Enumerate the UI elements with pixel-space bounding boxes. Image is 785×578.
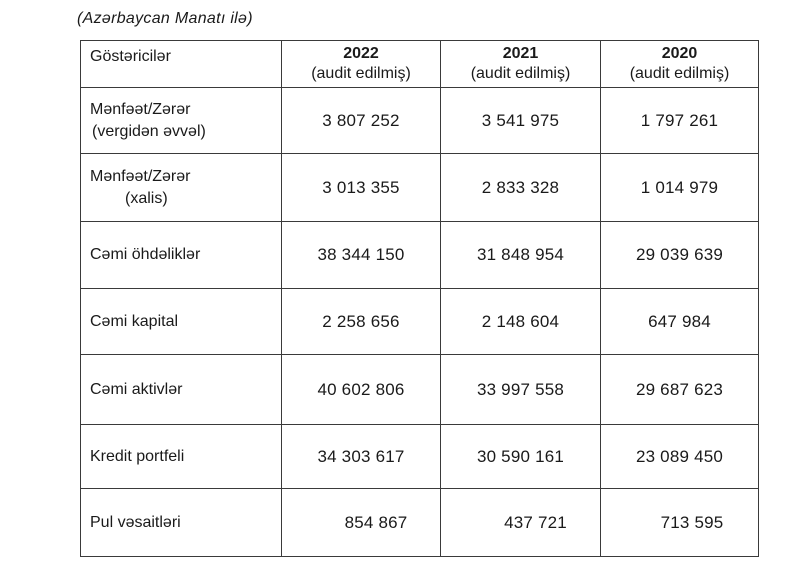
table-cell: 40 602 806 <box>282 355 441 425</box>
table-cell: 1 797 261 <box>601 88 759 154</box>
table-row <box>81 425 759 489</box>
header-year-2021 <box>441 41 601 88</box>
header-indicators-label: Göstəricilər <box>81 41 282 88</box>
header-audit-note: (audit edilmiş) <box>629 65 730 82</box>
row-label-line: Mənfəət/Zərər <box>90 167 191 185</box>
row-label-line: (vergidən əvvəl) <box>92 122 206 140</box>
header-year-2020 <box>601 41 759 88</box>
table-cell: 3 807 252 <box>282 88 441 154</box>
table-cell: 29 039 639 <box>601 222 759 289</box>
table-row <box>81 489 759 557</box>
row-label-line: Mənfəət/Zərər <box>90 100 191 118</box>
header-audit-note: (audit edilmiş) <box>311 65 411 82</box>
table-cell: 33 997 558 <box>441 355 601 425</box>
table-cell: 29 687 623 <box>601 355 759 425</box>
table-cell: 437 721 <box>441 489 601 557</box>
table-cell: 2 258 656 <box>282 289 441 355</box>
row-label-total-assets: Cəmi aktivlər <box>81 355 282 425</box>
table-cell: 647 984 <box>601 289 759 355</box>
table-caption: (Azərbaycan Manatı ilə) <box>77 10 253 27</box>
row-label-total-liabilities: Cəmi öhdəliklər <box>81 222 282 289</box>
row-label-net-profit <box>81 154 282 222</box>
row-label-line: (xalis) <box>125 189 168 207</box>
table-cell: 854 867 <box>282 489 441 557</box>
row-label-profit-before-tax <box>81 88 282 154</box>
table-header-row <box>81 41 759 88</box>
table-row <box>81 88 759 154</box>
header-year: 2022 <box>343 45 379 62</box>
table-cell: 38 344 150 <box>282 222 441 289</box>
table-row <box>81 355 759 425</box>
row-label-loan-portfolio: Kredit portfeli <box>81 425 282 489</box>
table-row <box>81 154 759 222</box>
table-cell: 23 089 450 <box>601 425 759 489</box>
table-row <box>81 222 759 289</box>
table-cell: 713 595 <box>601 489 759 557</box>
table-cell: 31 848 954 <box>441 222 601 289</box>
table-cell: 1 014 979 <box>601 154 759 222</box>
table-cell: 34 303 617 <box>282 425 441 489</box>
table-row <box>81 289 759 355</box>
row-label-cash: Pul vəsaitləri <box>81 489 282 557</box>
table-cell: 3 541 975 <box>441 88 601 154</box>
financial-indicators-table <box>80 40 759 557</box>
table-cell: 2 148 604 <box>441 289 601 355</box>
header-year-2022 <box>282 41 441 88</box>
table-cell: 2 833 328 <box>441 154 601 222</box>
row-label-total-capital: Cəmi kapital <box>81 289 282 355</box>
table-cell: 30 590 161 <box>441 425 601 489</box>
header-year: 2021 <box>502 45 539 62</box>
header-audit-note: (audit edilmiş) <box>470 65 571 82</box>
header-year: 2020 <box>661 45 698 62</box>
table-cell: 3 013 355 <box>282 154 441 222</box>
